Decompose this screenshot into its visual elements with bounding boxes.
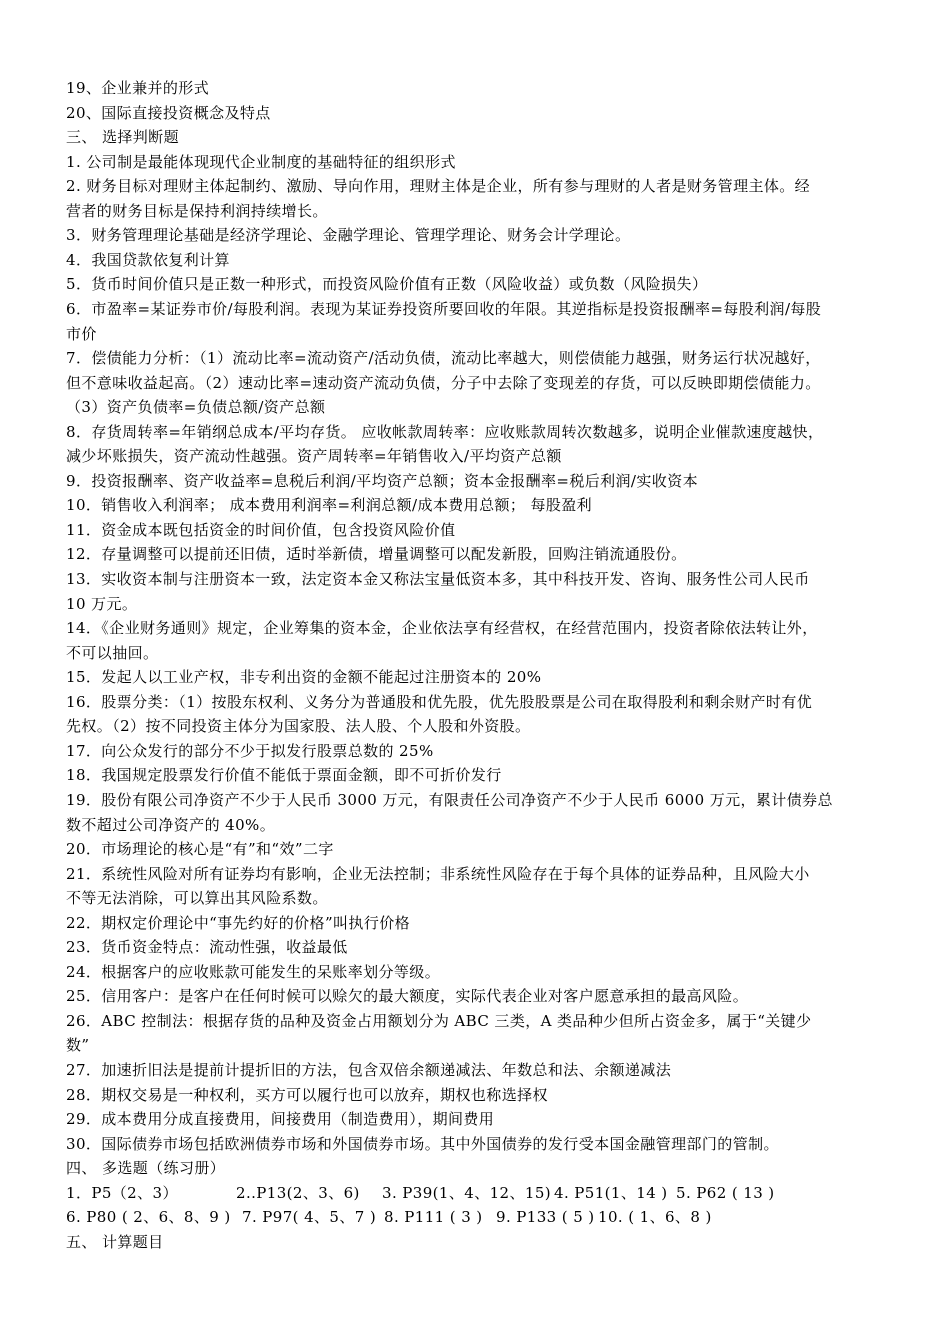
text-line-25: 16．股票分类：（1）按股东权利、义务分为普通股和优先股，优先股股票是公司在取得股利和剩余财产时有优 — [66, 692, 813, 711]
text-line-34: 22．期权定价理论中“事先约好的价格”叫执行价格 — [66, 913, 411, 932]
text-line-24: 15．发起人以工业产权，非专利出资的金额不能起过注册资本的 20% — [66, 668, 542, 687]
text-line-27: 17．向公众发行的部分不少于拟发行股票总数的 25% — [66, 741, 434, 760]
text-line-32: 21．系统性风险对所有证券均有影响，企业无法控制；非系统性风险存在于每个具体的证券品种，且风险大小 — [66, 864, 810, 883]
exercise-row-1-item: 3. P39(1、4、12、15) — [382, 1183, 552, 1202]
text-line-17: 10．销售收入利润率； 成本费用利润率=利润总额/成本费用总额； 每股盈利 — [66, 496, 593, 515]
text-line-8: 5．货币时间价值只是正数一种形式，而投资风险价值有正数（风险收益）或负数（风险损失） — [66, 275, 708, 294]
exercise-row-2-item: 10. ( 1、6、8 ) — [598, 1208, 712, 1227]
text-line-7: 4．我国贷款依复利计算 — [66, 250, 230, 269]
text-line-44: 四、 多选题（练习册） — [66, 1159, 226, 1178]
exercise-row-2-item: 9. P133 ( 5 ) — [496, 1208, 595, 1227]
text-line-14: 8．存货周转率=年销纲总成本/平均存货。 应收帐款周转率：应收账款周转次数越多，说明企业催款速度越快， — [66, 422, 824, 441]
text-line-26: 先权。（2）按不同投资主体分为国家股、法人股、个人股和外资股。 — [66, 717, 531, 736]
text-line-33: 不等无法消除，可以算出其风险系数。 — [66, 889, 328, 908]
text-line-3: 1. 公司制是最能体现现代企业制度的基础特征的组织形式 — [66, 152, 456, 171]
text-line-10: 市价 — [66, 324, 97, 343]
text-line-29: 19．股份有限公司净资产不少于人民币 3000 万元，有限责任公司净资产不少于人民币 6000 万元，累计债券总 — [66, 790, 833, 809]
text-line-35: 23．货币资金特点：流动性强，收益最低 — [66, 938, 348, 957]
text-line-40: 27．加速折旧法是提前计提折旧的方法，包含双倍余额递减法、年数总和法、余额递减法 — [66, 1061, 672, 1079]
text-line-31: 20．市场理论的核心是“有”和“效”二字 — [66, 840, 334, 859]
text-line-13: （3）资产负债率=负债总额/资产总额 — [66, 398, 326, 417]
text-line-39: 数” — [66, 1036, 90, 1055]
text-line-38: 26．ABC 控制法：根据存货的品种及资金占用额划分为 ABC 三类，A 类品种少但所占资金多，属于“关键少 — [66, 1011, 812, 1030]
text-line-41: 28．期权交易是一种权利，买方可以履行也可以放弃，期权也称选择权 — [66, 1085, 548, 1104]
text-line-5: 营者的财务目标是保持利润持续增长。 — [66, 201, 328, 220]
text-line-16: 9．投资报酬率、资产收益率=息税后利润/平均资产总额；资本金报酬率=税后利润/实收资本 — [66, 471, 698, 490]
text-line-11: 7．偿债能力分析：（1）流动比率=流动资产/活动负债，流动比率越大，则偿债能力越强，财务运行状况越好， — [66, 349, 821, 368]
text-line-30: 数不超过公司净资产的 40%。 — [66, 815, 276, 834]
text-line-42: 29．成本费用分成直接费用，间接费用（制造费用），期间费用 — [66, 1110, 495, 1129]
text-line-4: 2. 财务目标对理财主体起制约、激励、导向作用，理财主体是企业，所有参与理财的人者是财务管理主体。经 — [66, 177, 811, 196]
exercise-row-2-item: 7. P97( 4、5、7 ) — [242, 1208, 377, 1227]
exercise-row-1-item: 1．P5（2、3） — [66, 1183, 178, 1202]
text-line-28: 18．我国规定股票发行价值不能低于票面金额，即不可折价发行 — [66, 766, 502, 785]
text-line-2: 三、 选择判断题 — [66, 128, 179, 147]
text-line-19: 12．存量调整可以提前还旧债，适时举新债，增量调整可以配发新股，回购注销流通股份。 — [66, 545, 687, 564]
text-line-36: 24．根据客户的应收账款可能发生的呆账率划分等级。 — [66, 962, 441, 981]
exercise-row-1-item: 4. P51(1、14 ) — [554, 1183, 668, 1202]
text-line-6: 3．财务管理理论基础是经济学理论、金融学理论、管理学理论、财务会计学理论。 — [66, 226, 631, 245]
exercise-row-1 — [66, 1183, 896, 1203]
exercise-row-2-item: 8. P111 ( 3 ) — [384, 1208, 483, 1227]
section-heading-5: 五、 计算题目 — [66, 1232, 164, 1251]
text-line-20: 13．实收资本制与注册资本一致，法定资本金又称法宝量低资本多，其中科技开发、咨询、服务性公司人民币 — [66, 570, 810, 588]
text-line-18: 11．资金成本既包括资金的时间价值，包含投资风险价值 — [66, 520, 456, 539]
exercise-row-2-item: 6. P80 ( 2、6、8、9 ) — [66, 1208, 231, 1227]
text-line-22: 14．《企业财务通则》规定，企业筹集的资本金，企业依法享有经营权，在经营范围内，投资者除依法转让外， — [66, 619, 818, 638]
text-line-23: 不可以抽回。 — [66, 643, 159, 662]
text-line-21: 10 万元。 — [66, 594, 138, 613]
text-line-15: 减少坏账损失，资产流动性越强。资产周转率=年销售收入/平均资产总额 — [66, 447, 562, 466]
text-line-1: 20、国际直接投资概念及特点 — [66, 103, 271, 122]
exercise-row-1-item: 5. P62 ( 13 ) — [676, 1183, 775, 1202]
exercise-row-2 — [66, 1207, 896, 1227]
text-line-9: 6．市盈率=某证券市价/每股利润。表现为某证券投资所要回收的年限。其逆指标是投资报酬率=每股利润/每股 — [66, 299, 822, 318]
text-line-37: 25．信用客户：是客户在任何时候可以赊欠的最大额度，实际代表企业对客户愿意承担的最高风险。 — [66, 987, 749, 1006]
exercise-row-1-item: 2..P13(2、3、6) — [236, 1183, 360, 1202]
text-line-43: 30．国际债券市场包括欧洲债券市场和外国债券市场。其中外国债券的发行受本国金融管理部门的管制。 — [66, 1134, 779, 1153]
text-line-12: 但不意味收益起高。（2）速动比率=速动资产流动负债，分子中去除了变现差的存货，可以反映即期偿债能力。 — [66, 373, 821, 392]
text-line-0: 19、企业兼并的形式 — [66, 79, 210, 97]
